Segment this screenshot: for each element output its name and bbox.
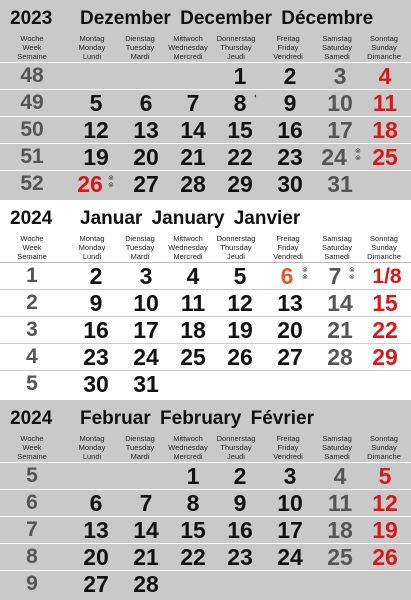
day-cell: 8 xyxy=(233,90,247,116)
day-cell: 27 xyxy=(277,344,303,370)
weekday-label-tuesday: Dienstag Tuesday Mardi xyxy=(125,434,155,461)
week-row xyxy=(0,371,411,398)
day-cell: 22 xyxy=(180,544,206,570)
week-number: 1 xyxy=(0,263,64,289)
week-row xyxy=(0,317,411,344)
day-cell: 17 xyxy=(133,317,159,343)
week-number: 9 xyxy=(26,572,38,595)
day-cell: 18 xyxy=(372,117,398,143)
day-cell: 26 xyxy=(77,171,103,197)
day-cell: 23 xyxy=(227,544,253,570)
day-cell: 3 xyxy=(139,263,153,289)
weekday-label-monday: Montag Monday Lundi xyxy=(78,434,106,461)
weekday-label-wednesday: Mittwoch Wednesday Mercredi xyxy=(168,34,208,61)
weekday-label-sunday: Sonntag Sunday Dimanche xyxy=(367,34,401,61)
day-cell: 5 xyxy=(378,463,392,489)
month-header xyxy=(0,200,411,234)
day-cell: 22 xyxy=(227,144,253,170)
week-row xyxy=(0,89,411,116)
day-cell: 20 xyxy=(83,544,109,570)
holiday-marker-icon: ⊗ ⊗ xyxy=(108,175,114,189)
week-number: 52 xyxy=(20,172,44,195)
weekday-label-week: Woche Week Semaine xyxy=(17,34,47,61)
dates-grid xyxy=(0,62,411,197)
month-title: Dezember December Décembre xyxy=(80,8,374,29)
month-february-2024 xyxy=(0,400,411,600)
day-cell: 10 xyxy=(277,490,303,516)
day-cell: 2 xyxy=(89,263,103,289)
day-cell: 12 xyxy=(372,490,398,516)
day-cell: 9 xyxy=(89,290,103,316)
day-cell: 15 xyxy=(180,517,206,543)
weekday-header xyxy=(0,234,411,262)
weekday-label-tuesday: Dienstag Tuesday Mardi xyxy=(125,234,155,261)
day-cell: 11 xyxy=(372,90,398,116)
day-cell: 9 xyxy=(233,490,247,516)
week-number: 6 xyxy=(26,491,38,514)
week-row xyxy=(0,516,411,543)
holiday-marker-icon: ⊗ ⊗ xyxy=(349,267,355,281)
weekday-label-friday: Freitag Friday Vendredi xyxy=(273,34,303,61)
day-cell: 25 xyxy=(327,544,353,570)
week-number: 5 xyxy=(26,464,38,487)
week-number: 51 xyxy=(20,145,44,168)
dates-grid xyxy=(0,262,411,398)
weekday-label-monday: Montag Monday Lundi xyxy=(78,34,106,61)
day-cell: 24 xyxy=(133,344,159,370)
week-row xyxy=(0,543,411,570)
week-row xyxy=(0,290,411,317)
weekday-label-week: Woche Week Semaine xyxy=(17,234,47,261)
month-title: Januar January Janvier xyxy=(80,208,301,229)
day-cell: 28 xyxy=(180,171,206,197)
day-cell: 26 xyxy=(227,344,253,370)
day-cell: 15 xyxy=(227,117,253,143)
day-cell: 22 xyxy=(372,317,398,343)
day-cell: 18 xyxy=(327,517,353,543)
week-row xyxy=(0,116,411,143)
day-cell: 25 xyxy=(180,344,206,370)
weekday-label-friday: Freitag Friday Vendredi xyxy=(273,234,303,261)
day-cell: 2 xyxy=(233,463,247,489)
day-cell: 9 xyxy=(283,90,297,116)
weekday-label-saturday: Samstag Saturday Samedi xyxy=(321,434,353,461)
day-cell: 1/8 xyxy=(372,265,402,288)
month-december-2023 xyxy=(0,0,411,200)
day-cell: 6 xyxy=(139,90,153,116)
month-january-2024 xyxy=(0,200,411,400)
day-cell: 14 xyxy=(180,117,206,143)
week-number: 49 xyxy=(20,91,44,114)
day-cell: 13 xyxy=(83,517,109,543)
weekday-label-friday: Freitag Friday Vendredi xyxy=(273,434,303,461)
day-cell: 23 xyxy=(83,344,109,370)
day-cell: 12 xyxy=(83,117,109,143)
day-cell: 24 xyxy=(277,544,303,570)
day-cell: 21 xyxy=(180,144,206,170)
day-cell: 4 xyxy=(186,263,200,289)
weekday-label-sunday: Sonntag Sunday Dimanche xyxy=(367,434,401,461)
weekday-label-saturday: Samstag Saturday Samedi xyxy=(321,234,353,261)
day-cell: 19 xyxy=(372,517,398,543)
day-cell: 19 xyxy=(227,317,253,343)
weekday-label-week: Woche Week Semaine xyxy=(17,434,47,461)
week-number: 50 xyxy=(20,118,44,141)
day-cell: 20 xyxy=(277,317,303,343)
day-cell: 27 xyxy=(83,571,109,597)
weekday-label-sunday: Sonntag Sunday Dimanche xyxy=(367,234,401,261)
day-cell: 13 xyxy=(277,290,303,316)
day-cell: 25 xyxy=(372,144,398,170)
day-cell: 23 xyxy=(277,144,303,170)
weekday-label-monday: Montag Monday Lundi xyxy=(78,234,106,261)
day-cell: 11 xyxy=(180,290,206,316)
day-cell: 7 xyxy=(139,490,153,516)
weekday-label-saturday: Samstag Saturday Samedi xyxy=(321,34,353,61)
day-cell: 21 xyxy=(327,317,353,343)
week-row xyxy=(0,462,411,489)
day-cell: 4 xyxy=(333,463,347,489)
week-row xyxy=(0,263,411,290)
weekday-header xyxy=(0,434,411,462)
holiday-marker-icon: ⊗ ⊗ xyxy=(302,267,308,281)
day-cell: 8 xyxy=(186,490,200,516)
day-cell: 12 xyxy=(227,290,253,316)
weekday-label-thursday: Donnerstag Thursday Jeudi xyxy=(216,434,256,461)
week-number: 4 xyxy=(26,345,38,368)
day-cell: 21 xyxy=(133,544,159,570)
day-cell: 10 xyxy=(327,90,353,116)
day-cell: 15 xyxy=(372,290,398,316)
weekday-header xyxy=(0,34,411,62)
day-cell: 14 xyxy=(133,517,159,543)
holiday-marker-icon: ⊗ ⊗ xyxy=(355,148,361,162)
moon-phase-icon: ◐ xyxy=(254,93,259,100)
day-cell: 5 xyxy=(233,263,247,289)
day-cell: 19 xyxy=(83,144,109,170)
day-cell: 11 xyxy=(327,490,353,516)
weekday-label-thursday: Donnerstag Thursday Jeudi xyxy=(216,34,256,61)
day-cell: 30 xyxy=(277,171,303,197)
day-cell: 2 xyxy=(283,63,297,89)
day-cell: 30 xyxy=(83,371,109,397)
day-cell: 6 xyxy=(89,490,103,516)
weekday-label-thursday: Donnerstag Thursday Jeudi xyxy=(216,234,256,261)
week-row xyxy=(0,570,411,597)
day-cell: 20 xyxy=(133,144,159,170)
week-number: 3 xyxy=(26,318,38,341)
week-row xyxy=(0,489,411,516)
weekday-label-tuesday: Dienstag Tuesday Mardi xyxy=(125,34,155,61)
day-cell: 6 xyxy=(280,263,294,289)
week-number: 5 xyxy=(26,372,38,395)
day-cell: 13 xyxy=(133,117,159,143)
day-cell: 7 xyxy=(186,90,200,116)
week-row xyxy=(0,143,411,170)
day-cell: 16 xyxy=(227,517,253,543)
day-cell: 16 xyxy=(277,117,303,143)
day-cell: 3 xyxy=(283,463,297,489)
day-cell: 29 xyxy=(372,344,398,370)
day-cell: 7 xyxy=(328,263,342,289)
day-cell: 17 xyxy=(277,517,303,543)
day-cell: 18 xyxy=(180,317,206,343)
day-cell: 1 xyxy=(186,463,200,489)
week-number: 8 xyxy=(26,545,38,568)
weekday-label-wednesday: Mittwoch Wednesday Mercredi xyxy=(168,434,208,461)
day-cell: 28 xyxy=(133,571,159,597)
day-cell: 27 xyxy=(133,171,159,197)
week-number: 7 xyxy=(26,518,38,541)
day-cell: 26 xyxy=(372,544,398,570)
weekday-label-wednesday: Mittwoch Wednesday Mercredi xyxy=(168,234,208,261)
day-cell: 31 xyxy=(327,171,353,197)
day-cell: 10 xyxy=(133,290,159,316)
dates-grid xyxy=(0,462,411,597)
year-label: 2024 xyxy=(10,408,53,429)
day-cell: 29 xyxy=(227,171,253,197)
day-cell: 24 xyxy=(321,144,347,170)
month-title: Februar February Février xyxy=(80,408,314,429)
day-cell: 17 xyxy=(327,117,353,143)
day-cell: 1 xyxy=(233,63,247,89)
month-header xyxy=(0,0,411,34)
week-number: 48 xyxy=(20,64,44,87)
day-cell: 4 xyxy=(378,63,392,89)
year-label: 2024 xyxy=(10,208,53,229)
day-cell: 28 xyxy=(327,344,353,370)
week-row xyxy=(0,344,411,371)
day-cell: 31 xyxy=(133,371,159,397)
day-cell: 3 xyxy=(333,63,347,89)
month-header xyxy=(0,400,411,434)
week-number: 2 xyxy=(26,291,38,314)
week-row xyxy=(0,62,411,89)
day-cell: 5 xyxy=(89,90,103,116)
year-label: 2023 xyxy=(10,8,53,29)
day-cell: 14 xyxy=(327,290,353,316)
week-row xyxy=(0,170,411,197)
day-cell: 16 xyxy=(83,317,109,343)
